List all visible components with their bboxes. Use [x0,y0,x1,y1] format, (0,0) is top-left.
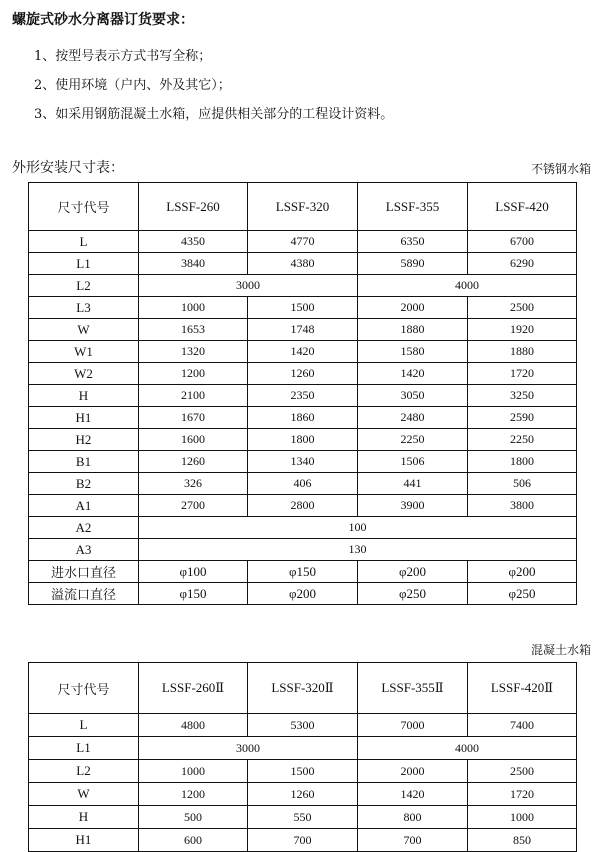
table-cell: 2100 [139,385,248,407]
table-cell: 5890 [358,253,468,275]
table-cell: 7400 [468,714,577,737]
table-cell: 4350 [139,231,248,253]
row-label: W2 [29,363,139,385]
table-cell: 1260 [248,363,358,385]
table-cell: 2700 [139,495,248,517]
table-row [29,737,577,760]
table-cell: 1260 [248,783,358,806]
table-cell: φ150 [139,583,248,605]
table-cell: 7000 [358,714,468,737]
table-header-row [29,663,577,714]
table-cell: φ200 [248,583,358,605]
column-header: LSSF-320Ⅱ [248,663,358,714]
table-cell: 2250 [358,429,468,451]
table-cell: 850 [468,829,577,852]
table-cell: 5300 [248,714,358,737]
table-cell: φ100 [139,561,248,583]
table-row [29,806,577,829]
row-label: L [29,231,139,253]
table-row [29,231,577,253]
row-label: 进水口直径 [29,561,139,583]
table-cell: 1800 [248,429,358,451]
table-cell: 1420 [358,363,468,385]
table-cell: 500 [139,806,248,829]
table-cell: 2350 [248,385,358,407]
table-cell: 3250 [468,385,577,407]
column-header: LSSF-260 [139,183,248,231]
stainless-tank-dimension-table [28,182,577,605]
table-cell: 1920 [468,319,577,341]
table-cell: 2000 [358,297,468,319]
row-label: A3 [29,539,139,561]
table-cell: 2800 [248,495,358,517]
row-label: L2 [29,275,139,297]
table-cell: 130 [139,539,577,561]
table-cell: 1580 [358,341,468,363]
table-cell: 1200 [139,363,248,385]
table-cell: 2590 [468,407,577,429]
dimension-table-section-label: 外形安装尺寸表： [12,160,124,176]
table-cell: 6290 [468,253,577,275]
column-header: LSSF-355 [358,183,468,231]
table-row [29,760,577,783]
table-cell: 1670 [139,407,248,429]
table-row [29,341,577,363]
table-cell: 1860 [248,407,358,429]
table-row [29,407,577,429]
row-label: L1 [29,253,139,275]
table-cell: 326 [139,473,248,495]
table-cell: 1748 [248,319,358,341]
column-header: LSSF-420Ⅱ [468,663,577,714]
row-label: B1 [29,451,139,473]
table-cell: 3800 [468,495,577,517]
table-cell: 2500 [468,297,577,319]
row-label: A2 [29,517,139,539]
table-cell: 1420 [358,783,468,806]
column-header: LSSF-320 [248,183,358,231]
table-cell: 4000 [358,275,577,297]
table-row [29,385,577,407]
table-cell: 1653 [139,319,248,341]
table-row [29,495,577,517]
table-row [29,297,577,319]
table-cell: 600 [139,829,248,852]
requirement-item: 1、按型号表示方式书写全称； [34,49,212,64]
row-label: A1 [29,495,139,517]
table-cell: 1000 [139,760,248,783]
table-cell: φ150 [248,561,358,583]
table-row [29,783,577,806]
table-cell: 700 [248,829,358,852]
table-cell: 506 [468,473,577,495]
table-row [29,429,577,451]
concrete-tank-label: 混凝土水箱 [530,643,591,657]
table-cell: 4770 [248,231,358,253]
table-cell: 3840 [139,253,248,275]
table-cell: 1200 [139,783,248,806]
table-cell: 1720 [468,783,577,806]
table-row [29,539,577,561]
row-label: 溢流口直径 [29,583,139,605]
table-cell: 406 [248,473,358,495]
table-cell: 6700 [468,231,577,253]
row-label: W [29,319,139,341]
table-cell: φ200 [358,561,468,583]
stainless-tank-label: 不锈钢水箱 [530,162,591,176]
row-label: H [29,385,139,407]
row-label: B2 [29,473,139,495]
table-cell: 2480 [358,407,468,429]
table-cell: 3900 [358,495,468,517]
table-cell: 800 [358,806,468,829]
table-cell: 1500 [248,297,358,319]
row-label: H2 [29,429,139,451]
row-label: L1 [29,737,139,760]
row-label: L [29,714,139,737]
table-row [29,319,577,341]
table-cell: 1600 [139,429,248,451]
table-row [29,253,577,275]
order-requirements-title: 螺旋式砂水分离器订货要求： [12,12,194,28]
table-row [29,473,577,495]
table-cell: 2500 [468,760,577,783]
table-row [29,363,577,385]
requirement-item: 2、使用环境（户内、外及其它）； [34,78,231,93]
table-cell: 3000 [139,275,358,297]
table-row [29,714,577,737]
table-cell: 1880 [468,341,577,363]
table-row [29,275,577,297]
column-header: 尺寸代号 [29,663,139,714]
table-cell: 4000 [358,737,577,760]
row-label: H1 [29,407,139,429]
requirement-item: 3、如采用钢筋混凝土水箱，应提供相关部分的工程设计资料。 [34,107,394,122]
row-label: L3 [29,297,139,319]
table-cell: φ200 [468,561,577,583]
table-cell: 1260 [139,451,248,473]
table-row [29,583,577,605]
column-header: 尺寸代号 [29,183,139,231]
table-cell: 3000 [139,737,358,760]
table-cell: 100 [139,517,577,539]
table-row [29,829,577,852]
table-cell: 4380 [248,253,358,275]
table-cell: 4800 [139,714,248,737]
table-cell: 1880 [358,319,468,341]
concrete-tank-dimension-table [28,662,577,852]
table-cell: 700 [358,829,468,852]
table-cell: 441 [358,473,468,495]
table-header-row [29,183,577,231]
table-cell: 2250 [468,429,577,451]
table-cell: 550 [248,806,358,829]
table-cell: 1000 [468,806,577,829]
table-cell: 1500 [248,760,358,783]
table-cell: 1420 [248,341,358,363]
column-header: LSSF-420 [468,183,577,231]
column-header: LSSF-260Ⅱ [139,663,248,714]
table-row [29,517,577,539]
row-label: H [29,806,139,829]
table-cell: 2000 [358,760,468,783]
table-cell: φ250 [358,583,468,605]
row-label: W1 [29,341,139,363]
table-cell: 1506 [358,451,468,473]
row-label: L2 [29,760,139,783]
table-cell: 1340 [248,451,358,473]
column-header: LSSF-355Ⅱ [358,663,468,714]
table-cell: 1720 [468,363,577,385]
table-cell: 1000 [139,297,248,319]
table-row [29,451,577,473]
row-label: W [29,783,139,806]
table-cell: 3050 [358,385,468,407]
table-cell: φ250 [468,583,577,605]
table-cell: 1800 [468,451,577,473]
table-row [29,561,577,583]
row-label: H1 [29,829,139,852]
table-cell: 6350 [358,231,468,253]
table-cell: 1320 [139,341,248,363]
